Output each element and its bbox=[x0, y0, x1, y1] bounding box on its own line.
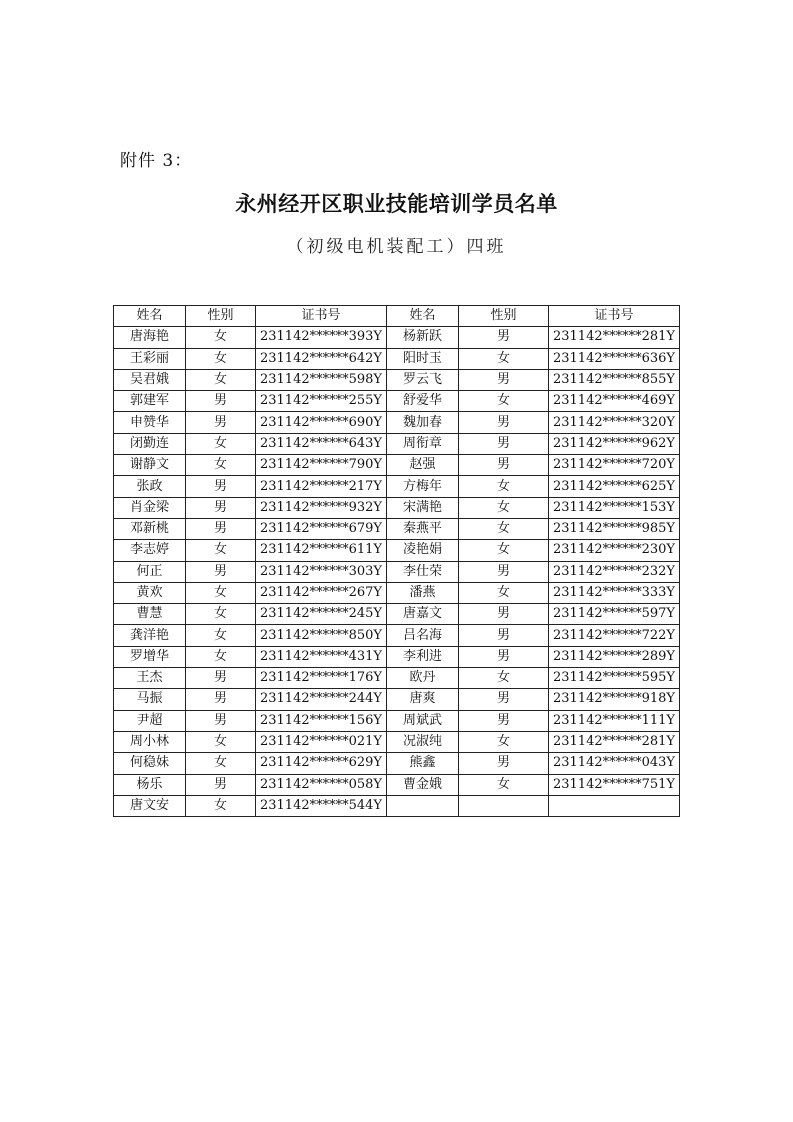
cell-certificate: 231142******544Y bbox=[256, 795, 387, 816]
cell-gender: 男 bbox=[459, 455, 549, 476]
cell-certificate: 231142******333Y bbox=[549, 582, 680, 603]
cell-gender: 女 bbox=[186, 625, 256, 646]
cell-name: 王杰 bbox=[114, 668, 186, 689]
cell-certificate: 231142******245Y bbox=[256, 604, 387, 625]
cell-gender: 男 bbox=[459, 433, 549, 454]
document-title: 永州经开区职业技能培训学员名单 bbox=[235, 192, 558, 216]
cell-gender: 男 bbox=[186, 774, 256, 795]
table-row bbox=[114, 476, 680, 497]
cell-name: 王彩丽 bbox=[114, 348, 186, 369]
cell-name: 李利进 bbox=[387, 646, 459, 667]
cell-certificate: 231142******156Y bbox=[256, 710, 387, 731]
cell-gender: 男 bbox=[459, 710, 549, 731]
cell-gender: 女 bbox=[186, 433, 256, 454]
cell-name: 何稳妹 bbox=[114, 753, 186, 774]
header-name: 姓名 bbox=[114, 306, 186, 327]
cell-gender: 男 bbox=[459, 412, 549, 433]
cell-name: 宋满艳 bbox=[387, 497, 459, 518]
header-certificate: 证书号 bbox=[256, 306, 387, 327]
cell-name: 秦燕平 bbox=[387, 518, 459, 539]
table-row bbox=[114, 604, 680, 625]
cell-name: 尹超 bbox=[114, 710, 186, 731]
cell-certificate: 231142******720Y bbox=[549, 455, 680, 476]
cell-gender: 男 bbox=[459, 646, 549, 667]
cell-name: 唐文安 bbox=[114, 795, 186, 816]
cell-certificate: 231142******217Y bbox=[256, 476, 387, 497]
cell-name: 肖金梁 bbox=[114, 497, 186, 518]
table-row bbox=[114, 412, 680, 433]
table-row bbox=[114, 582, 680, 603]
cell-name: 唐海艳 bbox=[114, 327, 186, 348]
cell-gender: 女 bbox=[459, 391, 549, 412]
cell-certificate: 231142******642Y bbox=[256, 348, 387, 369]
cell-gender: 男 bbox=[459, 604, 549, 625]
table-row bbox=[114, 518, 680, 539]
cell-gender: 男 bbox=[459, 561, 549, 582]
document-subtitle: （初级电机装配工）四班 bbox=[286, 237, 507, 257]
table-header-row bbox=[114, 306, 680, 327]
cell-gender: 男 bbox=[186, 391, 256, 412]
cell-gender: 女 bbox=[186, 795, 256, 816]
cell-name: 张政 bbox=[114, 476, 186, 497]
cell-name: 曹金娥 bbox=[387, 774, 459, 795]
cell-name: 方梅年 bbox=[387, 476, 459, 497]
table-row bbox=[114, 668, 680, 689]
cell-certificate: 231142******611Y bbox=[256, 540, 387, 561]
cell-name: 欧丹 bbox=[387, 668, 459, 689]
header-gender: 性别 bbox=[459, 306, 549, 327]
cell-gender: 女 bbox=[459, 774, 549, 795]
cell-certificate: 231142******855Y bbox=[549, 369, 680, 390]
cell-name: 唐嘉文 bbox=[387, 604, 459, 625]
cell-certificate: 231142******255Y bbox=[256, 391, 387, 412]
cell-gender: 女 bbox=[186, 540, 256, 561]
cell-name: 罗增华 bbox=[114, 646, 186, 667]
cell-name: 赵强 bbox=[387, 455, 459, 476]
cell-gender: 女 bbox=[459, 582, 549, 603]
cell-certificate: 231142******289Y bbox=[549, 646, 680, 667]
cell-name: 吴君娥 bbox=[114, 369, 186, 390]
cell-certificate: 231142******962Y bbox=[549, 433, 680, 454]
cell-gender: 女 bbox=[186, 646, 256, 667]
cell-gender: 男 bbox=[186, 476, 256, 497]
cell-certificate: 231142******021Y bbox=[256, 731, 387, 752]
cell-name: 黄欢 bbox=[114, 582, 186, 603]
cell-name: 阳时玉 bbox=[387, 348, 459, 369]
cell-certificate bbox=[549, 795, 680, 816]
cell-certificate: 231142******722Y bbox=[549, 625, 680, 646]
cell-gender: 女 bbox=[459, 540, 549, 561]
cell-certificate: 231142******431Y bbox=[256, 646, 387, 667]
cell-name: 周衔章 bbox=[387, 433, 459, 454]
cell-name: 曹慧 bbox=[114, 604, 186, 625]
header-certificate: 证书号 bbox=[549, 306, 680, 327]
cell-gender: 男 bbox=[186, 710, 256, 731]
cell-certificate: 231142******176Y bbox=[256, 668, 387, 689]
cell-certificate: 231142******281Y bbox=[549, 731, 680, 752]
trainee-roster-table bbox=[113, 305, 680, 817]
cell-name: 杨新跃 bbox=[387, 327, 459, 348]
cell-name: 周小林 bbox=[114, 731, 186, 752]
cell-certificate: 231142******058Y bbox=[256, 774, 387, 795]
cell-gender: 女 bbox=[459, 668, 549, 689]
cell-gender: 女 bbox=[459, 497, 549, 518]
cell-certificate: 231142******267Y bbox=[256, 582, 387, 603]
table-row bbox=[114, 646, 680, 667]
cell-certificate: 231142******932Y bbox=[256, 497, 387, 518]
cell-name: 郭建军 bbox=[114, 391, 186, 412]
cell-gender: 男 bbox=[459, 327, 549, 348]
cell-name: 况淑纯 bbox=[387, 731, 459, 752]
table-row bbox=[114, 753, 680, 774]
cell-name: 李仕荣 bbox=[387, 561, 459, 582]
cell-certificate: 231142******636Y bbox=[549, 348, 680, 369]
cell-certificate: 231142******281Y bbox=[549, 327, 680, 348]
cell-certificate: 231142******790Y bbox=[256, 455, 387, 476]
cell-certificate: 231142******850Y bbox=[256, 625, 387, 646]
cell-gender: 男 bbox=[186, 561, 256, 582]
cell-name: 潘燕 bbox=[387, 582, 459, 603]
cell-gender bbox=[459, 795, 549, 816]
cell-certificate: 231142******625Y bbox=[549, 476, 680, 497]
cell-gender: 男 bbox=[186, 412, 256, 433]
table-row bbox=[114, 348, 680, 369]
table-row bbox=[114, 774, 680, 795]
header-name: 姓名 bbox=[387, 306, 459, 327]
cell-name: 唐爽 bbox=[387, 689, 459, 710]
cell-certificate: 231142******629Y bbox=[256, 753, 387, 774]
cell-name: 马振 bbox=[114, 689, 186, 710]
cell-gender: 女 bbox=[186, 582, 256, 603]
table-row bbox=[114, 497, 680, 518]
cell-name: 李志婷 bbox=[114, 540, 186, 561]
table-row bbox=[114, 795, 680, 816]
cell-certificate: 231142******985Y bbox=[549, 518, 680, 539]
cell-certificate: 231142******598Y bbox=[256, 369, 387, 390]
cell-certificate: 231142******244Y bbox=[256, 689, 387, 710]
cell-certificate: 231142******111Y bbox=[549, 710, 680, 731]
cell-gender: 女 bbox=[459, 476, 549, 497]
cell-name: 闭勤连 bbox=[114, 433, 186, 454]
cell-name: 舒爱华 bbox=[387, 391, 459, 412]
cell-gender: 女 bbox=[459, 731, 549, 752]
cell-name: 周斌武 bbox=[387, 710, 459, 731]
cell-certificate: 231142******320Y bbox=[549, 412, 680, 433]
cell-gender: 女 bbox=[186, 369, 256, 390]
cell-gender: 女 bbox=[459, 348, 549, 369]
table-row bbox=[114, 540, 680, 561]
cell-gender: 女 bbox=[186, 348, 256, 369]
header-gender: 性别 bbox=[186, 306, 256, 327]
cell-gender: 男 bbox=[459, 689, 549, 710]
cell-certificate: 231142******043Y bbox=[549, 753, 680, 774]
cell-name: 吕名海 bbox=[387, 625, 459, 646]
table-row bbox=[114, 731, 680, 752]
table-row bbox=[114, 327, 680, 348]
cell-certificate: 231142******230Y bbox=[549, 540, 680, 561]
cell-name: 熊鑫 bbox=[387, 753, 459, 774]
table-row bbox=[114, 625, 680, 646]
annex-label: 附件 3： bbox=[120, 151, 193, 171]
cell-name bbox=[387, 795, 459, 816]
cell-certificate: 231142******679Y bbox=[256, 518, 387, 539]
cell-certificate: 231142******643Y bbox=[256, 433, 387, 454]
table-row bbox=[114, 710, 680, 731]
cell-certificate: 231142******303Y bbox=[256, 561, 387, 582]
cell-gender: 男 bbox=[186, 497, 256, 518]
cell-name: 龚洋艳 bbox=[114, 625, 186, 646]
table-row bbox=[114, 689, 680, 710]
cell-gender: 女 bbox=[186, 455, 256, 476]
cell-certificate: 231142******469Y bbox=[549, 391, 680, 412]
cell-gender: 女 bbox=[186, 731, 256, 752]
cell-certificate: 231142******918Y bbox=[549, 689, 680, 710]
table-body bbox=[114, 327, 680, 817]
table-row bbox=[114, 433, 680, 454]
cell-gender: 男 bbox=[459, 625, 549, 646]
cell-certificate: 231142******751Y bbox=[549, 774, 680, 795]
cell-name: 魏加春 bbox=[387, 412, 459, 433]
cell-name: 罗云飞 bbox=[387, 369, 459, 390]
cell-certificate: 231142******690Y bbox=[256, 412, 387, 433]
cell-name: 邓新桃 bbox=[114, 518, 186, 539]
table-row bbox=[114, 369, 680, 390]
cell-gender: 女 bbox=[459, 518, 549, 539]
table-row bbox=[114, 455, 680, 476]
table-row bbox=[114, 561, 680, 582]
cell-certificate: 231142******232Y bbox=[549, 561, 680, 582]
cell-name: 凌艳娟 bbox=[387, 540, 459, 561]
cell-certificate: 231142******595Y bbox=[549, 668, 680, 689]
cell-gender: 男 bbox=[186, 668, 256, 689]
cell-name: 何正 bbox=[114, 561, 186, 582]
cell-certificate: 231142******393Y bbox=[256, 327, 387, 348]
cell-certificate: 231142******597Y bbox=[549, 604, 680, 625]
table-row bbox=[114, 391, 680, 412]
cell-gender: 女 bbox=[186, 327, 256, 348]
cell-gender: 男 bbox=[186, 689, 256, 710]
cell-gender: 男 bbox=[459, 369, 549, 390]
cell-gender: 女 bbox=[186, 604, 256, 625]
cell-gender: 男 bbox=[459, 753, 549, 774]
cell-name: 杨乐 bbox=[114, 774, 186, 795]
cell-gender: 男 bbox=[186, 518, 256, 539]
cell-gender: 女 bbox=[186, 753, 256, 774]
cell-certificate: 231142******153Y bbox=[549, 497, 680, 518]
cell-name: 谢静文 bbox=[114, 455, 186, 476]
cell-name: 申赞华 bbox=[114, 412, 186, 433]
